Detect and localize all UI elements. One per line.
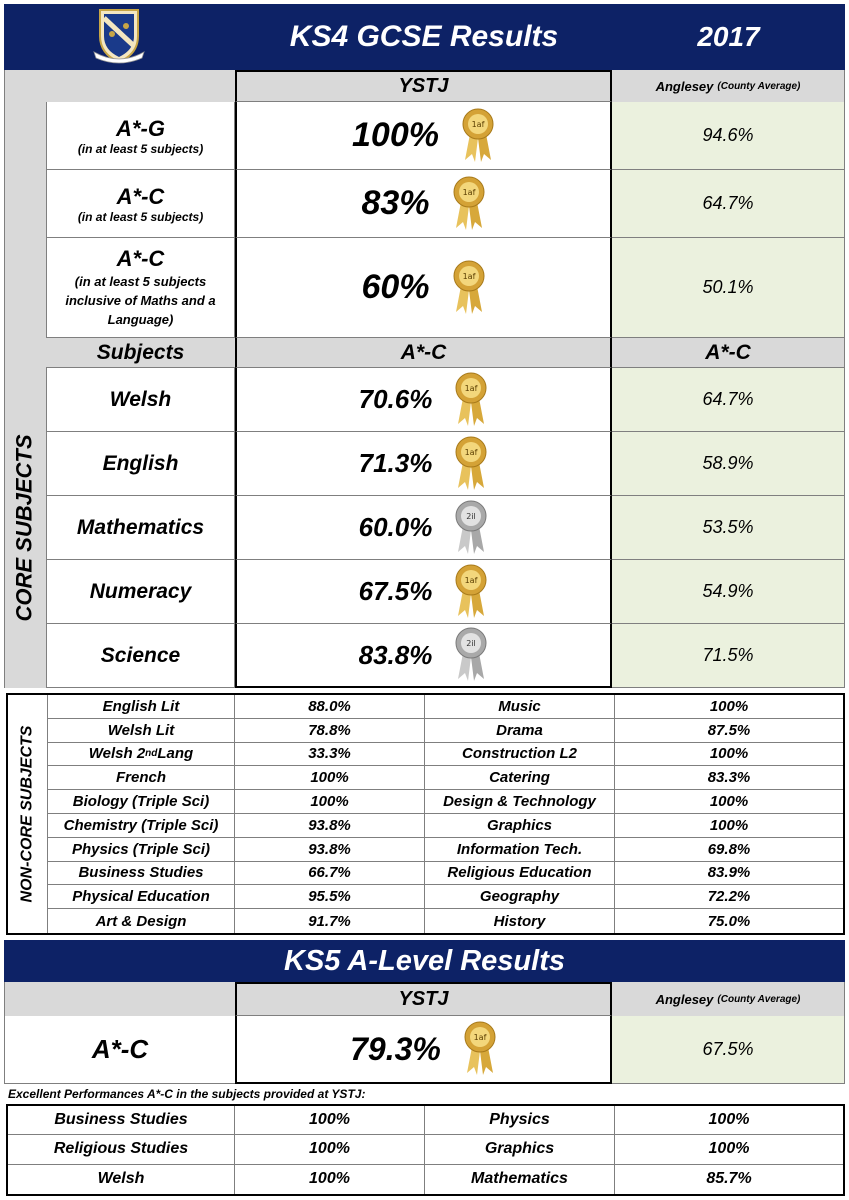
headline-note: (in at least 5 subjects inclusive of Maths and a Language) — [65, 274, 216, 327]
headline-ystj-cell — [235, 102, 612, 170]
headline-label-cell — [46, 238, 235, 338]
excellent-left-subject: Welsh — [8, 1165, 235, 1194]
noncore-subjects-label: NON-CORE SUBJECTS — [8, 695, 48, 933]
headline-county-value: 50.1% — [612, 238, 845, 338]
noncore-left-value: 100% — [235, 790, 425, 814]
headline-ystj-value: 83% — [361, 184, 430, 222]
ks4-year: 2017 — [697, 21, 760, 52]
core-ystj-value: 60.0% — [358, 512, 433, 542]
core-subjects-label: CORE SUBJECTS — [12, 434, 38, 622]
noncore-right-subject: Drama — [425, 719, 615, 743]
core-county-value: 64.7% — [612, 368, 845, 432]
school-crest-icon — [92, 6, 146, 64]
excellent-right-value: 100% — [615, 1106, 843, 1135]
noncore-right-value: 75.0% — [707, 912, 751, 930]
noncore-right-subject: Construction L2 — [425, 743, 615, 767]
gold-rosette-icon — [461, 108, 495, 164]
core-county-value: 58.9% — [612, 432, 845, 496]
noncore-right-value: 100% — [615, 790, 843, 814]
award-text: 1af — [462, 271, 475, 281]
core-county-value: 53.5% — [612, 496, 845, 560]
core-ystj-value: 67.5% — [358, 576, 433, 606]
noncore-table — [6, 693, 845, 935]
county-label: Anglesey — [655, 78, 714, 94]
noncore-left-value: 93.8% — [235, 838, 425, 862]
excellent-left-subject: Religious Studies — [8, 1135, 235, 1164]
ks5-excellent-table — [6, 1104, 845, 1196]
noncore-left-value: 88.0% — [235, 695, 425, 719]
ks4-title: KS4 GCSE Results — [289, 20, 559, 53]
headline-label-cell — [46, 102, 235, 170]
ks5-colhead-left — [4, 982, 235, 1016]
core-ystj-value: 71.3% — [358, 448, 433, 478]
award-text: 1af — [473, 1033, 487, 1042]
core-subjects-table — [46, 368, 845, 688]
excellent-right-value: 100% — [615, 1135, 843, 1164]
county-note: (County Average) — [717, 993, 801, 1005]
county-note: (County Average) — [717, 80, 801, 92]
gold-rosette-icon — [452, 260, 486, 316]
silver-rosette-icon — [454, 500, 488, 556]
headline-ystj-value: 100% — [352, 116, 439, 154]
noncore-right-subject: Catering — [425, 766, 615, 790]
core-subject-name: Numeracy — [46, 560, 235, 624]
headline-note: (in at least 5 subjects) — [77, 141, 204, 156]
noncore-left-subject: Physical Education — [48, 885, 235, 909]
noncore-left-subject: Chemistry (Triple Sci) — [48, 814, 235, 838]
headline-label: A*-C — [116, 183, 165, 209]
award-text: 2il — [466, 511, 477, 521]
noncore-right-value: 87.5% — [615, 719, 843, 743]
core-ystj-cell — [235, 624, 612, 688]
core-ystj-cell — [235, 496, 612, 560]
award-text: 1af — [464, 447, 478, 457]
county-label: Anglesey — [655, 991, 714, 1007]
noncore-left-subject: Business Studies — [48, 862, 235, 886]
noncore-right-subject: Music — [425, 695, 615, 719]
award-text: 1af — [471, 119, 485, 129]
noncore-right-value: 100% — [615, 814, 843, 838]
award-text: 1af — [464, 575, 478, 585]
noncore-left-value: 93.8% — [235, 814, 425, 838]
core-subject-name: Mathematics — [46, 496, 235, 560]
noncore-right-subject: Information Tech. — [425, 838, 615, 862]
county-grade-header: A*-C — [612, 338, 845, 368]
ks5-county-col-header — [612, 982, 845, 1016]
subjects-header: Subjects — [46, 338, 235, 368]
ks4-colhead-left — [46, 70, 235, 102]
gold-rosette-icon — [454, 372, 488, 428]
award-text: 2il — [466, 639, 477, 648]
gold-rosette-icon — [454, 436, 488, 492]
gold-rosette-icon — [463, 1021, 497, 1077]
noncore-right-subject: Geography — [425, 885, 615, 909]
noncore-right-subject: Religious Education — [425, 862, 615, 886]
noncore-left-subject: Welsh 2 nd Lang — [48, 743, 235, 767]
headline-ystj-value: 60% — [361, 268, 430, 306]
noncore-right-subject: Design & Technology — [425, 790, 615, 814]
ystj-grade-header: A*-C — [235, 338, 612, 368]
award-text: 1af — [462, 187, 475, 197]
noncore-left-value: 91.7% — [235, 909, 425, 933]
noncore-right-value: 83.9% — [615, 862, 843, 886]
noncore-left-value: 78.8% — [235, 719, 425, 743]
core-county-value: 71.5% — [612, 624, 845, 688]
gold-rosette-icon — [452, 176, 486, 232]
core-subject-name: English — [46, 432, 235, 496]
excellent-right-value: 85.7% — [706, 1170, 752, 1188]
excellent-right-subject: Graphics — [425, 1135, 615, 1164]
headline-label: A*-C — [116, 246, 165, 271]
ks5-excellent-note: Excellent Performances A*-C in the subjects provided at YSTJ: — [8, 1087, 366, 1101]
noncore-right-subject: History — [425, 909, 615, 933]
noncore-right-subject: Graphics — [425, 814, 615, 838]
core-county-value: 54.9% — [612, 560, 845, 624]
ks5-school-col-header: YSTJ — [235, 982, 612, 1016]
headline-label: A*-G — [116, 115, 165, 141]
core-ystj-cell — [235, 368, 612, 432]
ks5-ystj-value: 79.3% — [350, 1030, 441, 1067]
noncore-right-value: 100% — [615, 695, 843, 719]
noncore-right-value: 69.8% — [615, 838, 843, 862]
noncore-left-subject: Welsh Lit — [48, 719, 235, 743]
noncore-left-subject: English Lit — [48, 695, 235, 719]
excellent-left-value: 100% — [235, 1135, 425, 1164]
ks5-title: KS5 A-Level Results — [284, 944, 565, 977]
headline-ystj-cell — [235, 170, 612, 238]
ks5-ystj-cell — [235, 1016, 612, 1084]
headline-county-value: 94.6% — [612, 102, 845, 170]
core-ystj-value: 70.6% — [358, 384, 433, 414]
core-ystj-cell — [235, 560, 612, 624]
excellent-left-value: 100% — [235, 1165, 425, 1194]
core-subject-name: Science — [46, 624, 235, 688]
silver-rosette-icon — [454, 627, 488, 683]
core-ystj-cell — [235, 432, 612, 496]
noncore-left-subject: French — [48, 766, 235, 790]
excellent-left-subject: Business Studies — [8, 1106, 235, 1135]
noncore-left-value: 95.5% — [235, 885, 425, 909]
gold-rosette-icon — [454, 564, 488, 620]
noncore-left-value: 66.7% — [235, 862, 425, 886]
excellent-right-subject: Physics — [425, 1106, 615, 1135]
award-text: 1af — [464, 383, 478, 393]
core-subject-name: Welsh — [46, 368, 235, 432]
headline-ystj-cell — [235, 238, 612, 338]
excellent-left-value: 100% — [235, 1106, 425, 1135]
core-ystj-value: 83.8% — [358, 639, 433, 670]
noncore-left-value: 33.3% — [235, 743, 425, 767]
noncore-rows — [48, 695, 843, 933]
noncore-left-subject: Art & Design — [48, 909, 235, 933]
headline-label-cell — [46, 170, 235, 238]
noncore-left-subject: Biology (Triple Sci) — [48, 790, 235, 814]
noncore-left-subject: Physics (Triple Sci) — [48, 838, 235, 862]
noncore-right-value: 83.3% — [615, 766, 843, 790]
noncore-right-value: 72.2% — [615, 885, 843, 909]
noncore-right-value: 100% — [615, 743, 843, 767]
ks4-headline-table — [46, 102, 845, 338]
ks5-county-value: 67.5% — [612, 1016, 845, 1084]
ks4-school-col-header: YSTJ — [235, 70, 612, 102]
ks5-label: A*-C — [4, 1016, 235, 1084]
headline-county-value: 64.7% — [612, 170, 845, 238]
ks4-county-col-header — [612, 70, 845, 102]
excellent-right-subject: Mathematics — [425, 1165, 615, 1194]
headline-note: (in at least 5 subjects) — [77, 209, 204, 224]
noncore-left-value: 100% — [235, 766, 425, 790]
ks5-excellent-rows — [8, 1106, 843, 1194]
